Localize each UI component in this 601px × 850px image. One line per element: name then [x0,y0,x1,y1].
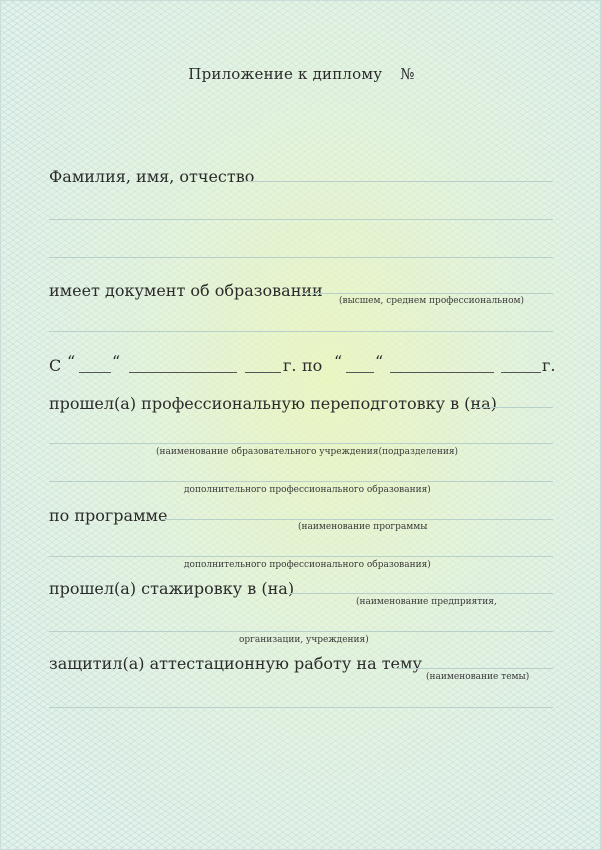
retraining-hint-1: (наименование образовательного учреждения(подразделения) [156,447,459,457]
period-to-day-line[interactable] [346,372,374,373]
retraining-line-3[interactable] [49,481,553,482]
full-name-line-2[interactable] [49,219,553,220]
internship-label: прошел(а) стажировку в (на) [49,579,295,598]
period-from-close-quote: “ [112,352,121,371]
thesis-line[interactable] [393,668,553,669]
period-from-label: С [49,356,62,375]
education-doc-label: имеет документ об образовании [49,281,323,300]
period-to-open-quote: “ [334,352,343,371]
retraining-hint-2: дополнительного профессионального образования) [184,485,431,495]
thesis-hint: (наименование темы) [426,672,530,682]
period-from-year-suffix: г. [283,356,297,375]
page-title: Приложение к диплому № [188,65,415,83]
thesis-line-2[interactable] [49,707,553,708]
internship-hint-2: организации, учреждения) [239,635,369,645]
period-from-day-line[interactable] [79,372,111,373]
program-label: по программе [49,506,168,525]
full-name-line[interactable] [243,181,553,182]
retraining-label: прошел(а) профессиональную переподготовку в (на) [49,394,497,413]
program-hint-1: (наименование программы [298,522,428,532]
retraining-line-2[interactable] [49,443,553,444]
period-to-label: по [302,356,323,375]
period-to-year-suffix: г. [542,356,556,375]
education-doc-line[interactable] [301,293,553,294]
thesis-label: защитил(а) аттестационную работу на тему [49,654,422,673]
internship-line[interactable] [289,593,553,594]
retraining-line[interactable] [473,407,553,408]
program-line[interactable] [161,519,553,520]
education-doc-hint: (высшем, среднем профессиональном) [339,296,525,306]
period-to-close-quote: “ [375,352,384,371]
internship-hint-1: (наименование предприятия, [356,597,497,607]
full-name-line-3[interactable] [49,257,553,258]
period-to-year-line[interactable] [501,372,541,373]
number-sign: № [400,65,415,83]
internship-line-2[interactable] [49,631,553,632]
program-line-2[interactable] [49,556,553,557]
period-from-year-line[interactable] [245,372,281,373]
period-from-open-quote: “ [67,352,76,371]
education-doc-line-2[interactable] [49,331,553,332]
period-to-month-line[interactable] [390,372,494,373]
full-name-label: Фамилия, имя, отчество [49,167,255,186]
period-from-month-line[interactable] [129,372,237,373]
program-hint-2: дополнительного профессионального образования) [184,560,431,570]
